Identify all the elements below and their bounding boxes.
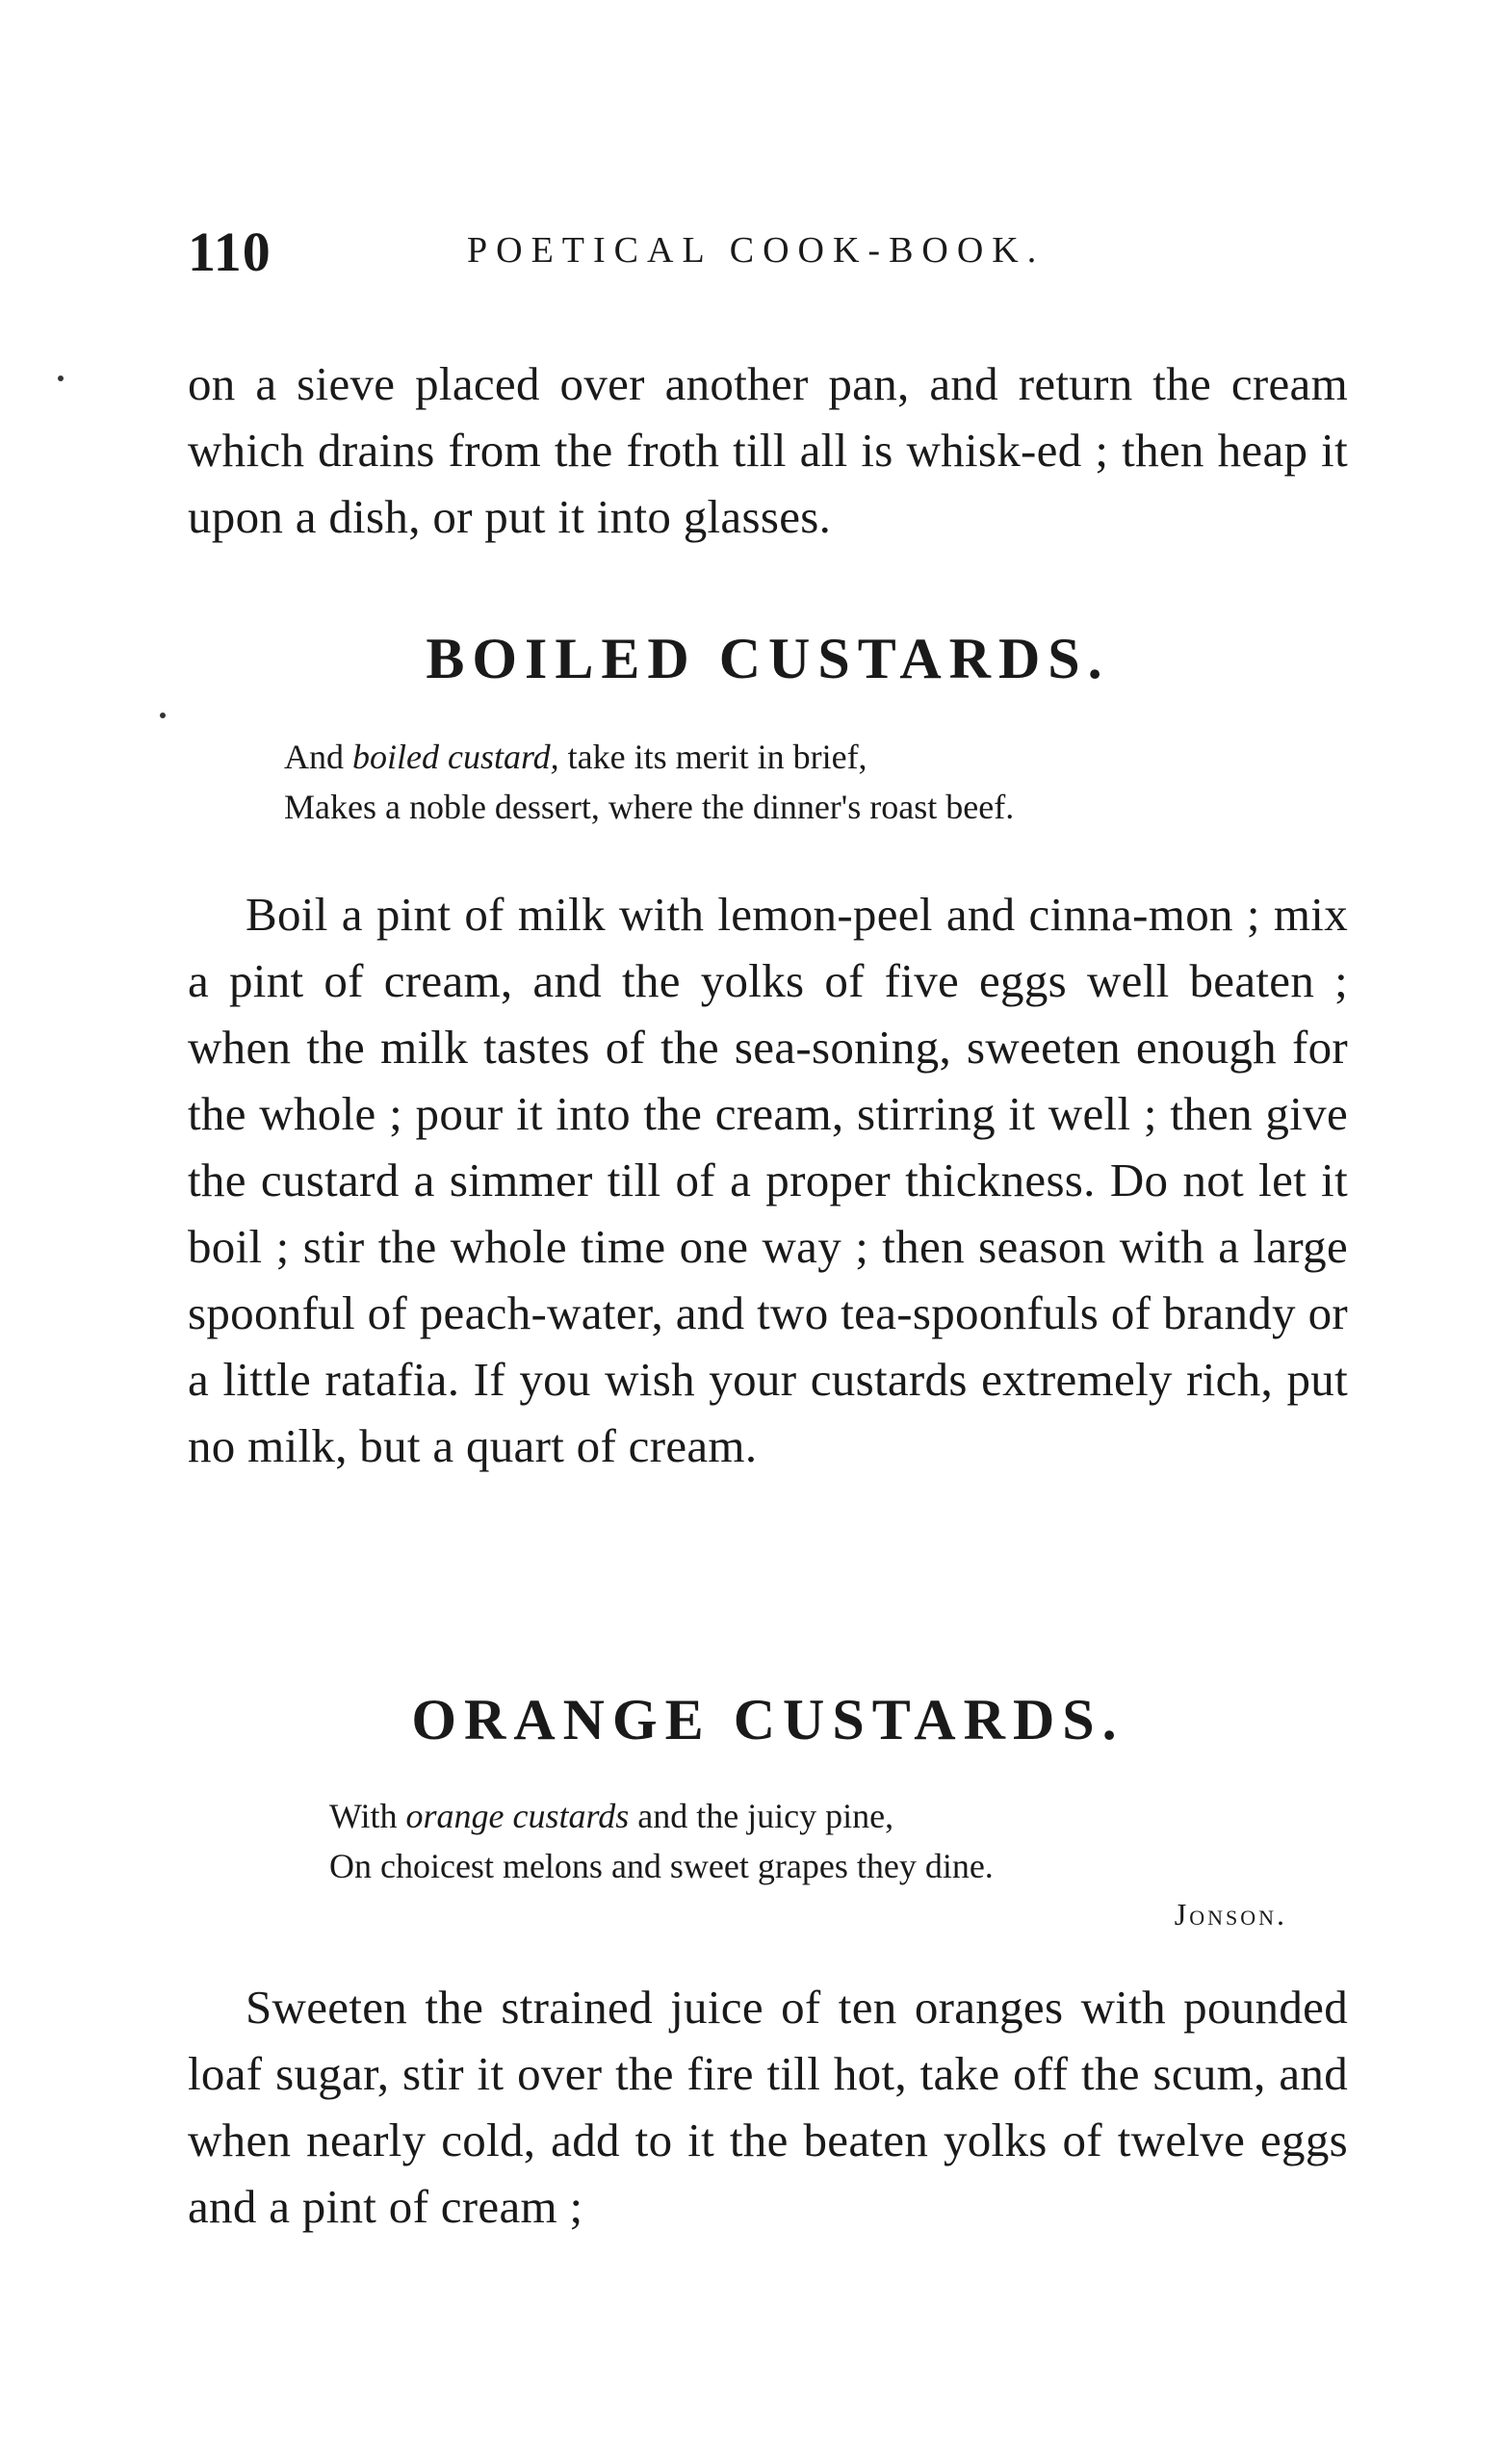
verse-line: On choicest melons and sweet grapes they dine. [329, 1847, 994, 1885]
intro-paragraph: on a sieve placed over another pan, and return the cream which drains from the froth till all is whisk-ed ; then heap it upon a dish, or put it into glasses. [188, 357, 1348, 543]
page-number: 110 [188, 220, 272, 283]
running-head [188, 220, 1343, 287]
boiled-custards-verse [284, 732, 1014, 832]
verse-line: With orange custards and the juicy pine, [329, 1797, 894, 1835]
boiled-custards-heading: BOILED CUSTARDS. [426, 627, 1110, 690]
verse-attribution: Jonson. [1174, 1897, 1287, 1932]
orange-custards-heading: ORANGE CUSTARDS. [411, 1688, 1125, 1751]
orange-custards-recipe: Sweeten the strained juice of ten oranges with pounded loaf sugar, stir it over the fire till hot, take off the scum, and when nearly cold, add to it the beaten yolks of twelve eggs and a pint of cream ; [188, 1981, 1348, 2233]
print-speck [160, 713, 166, 718]
orange-custards-verse [329, 1791, 994, 1891]
boiled-custards-recipe: Boil a pint of milk with lemon-peel and cinna-mon ; mix a pint of cream, and the yolks of five eggs well beaten ; when the milk tastes of the sea-soning, sweeten enough for the whole ; pour it into the cream, stirring it well ; then give the custard a simmer till of a proper thickness. Do not let it boil ; stir the whole time one way ; then season with a large spoonful of peach-water, and two tea-spoonfuls of brandy or a little ratafia. If you wish your custards extremely rich, put no milk, but a quart of cream. [188, 888, 1348, 1472]
verse-line: Makes a noble dessert, where the dinner's roast beef. [284, 788, 1015, 826]
verse-line: And boiled custard, take its merit in brief, [284, 738, 867, 776]
print-speck [58, 376, 64, 381]
running-title: POETICAL COOK-BOOK. [467, 230, 1046, 271]
